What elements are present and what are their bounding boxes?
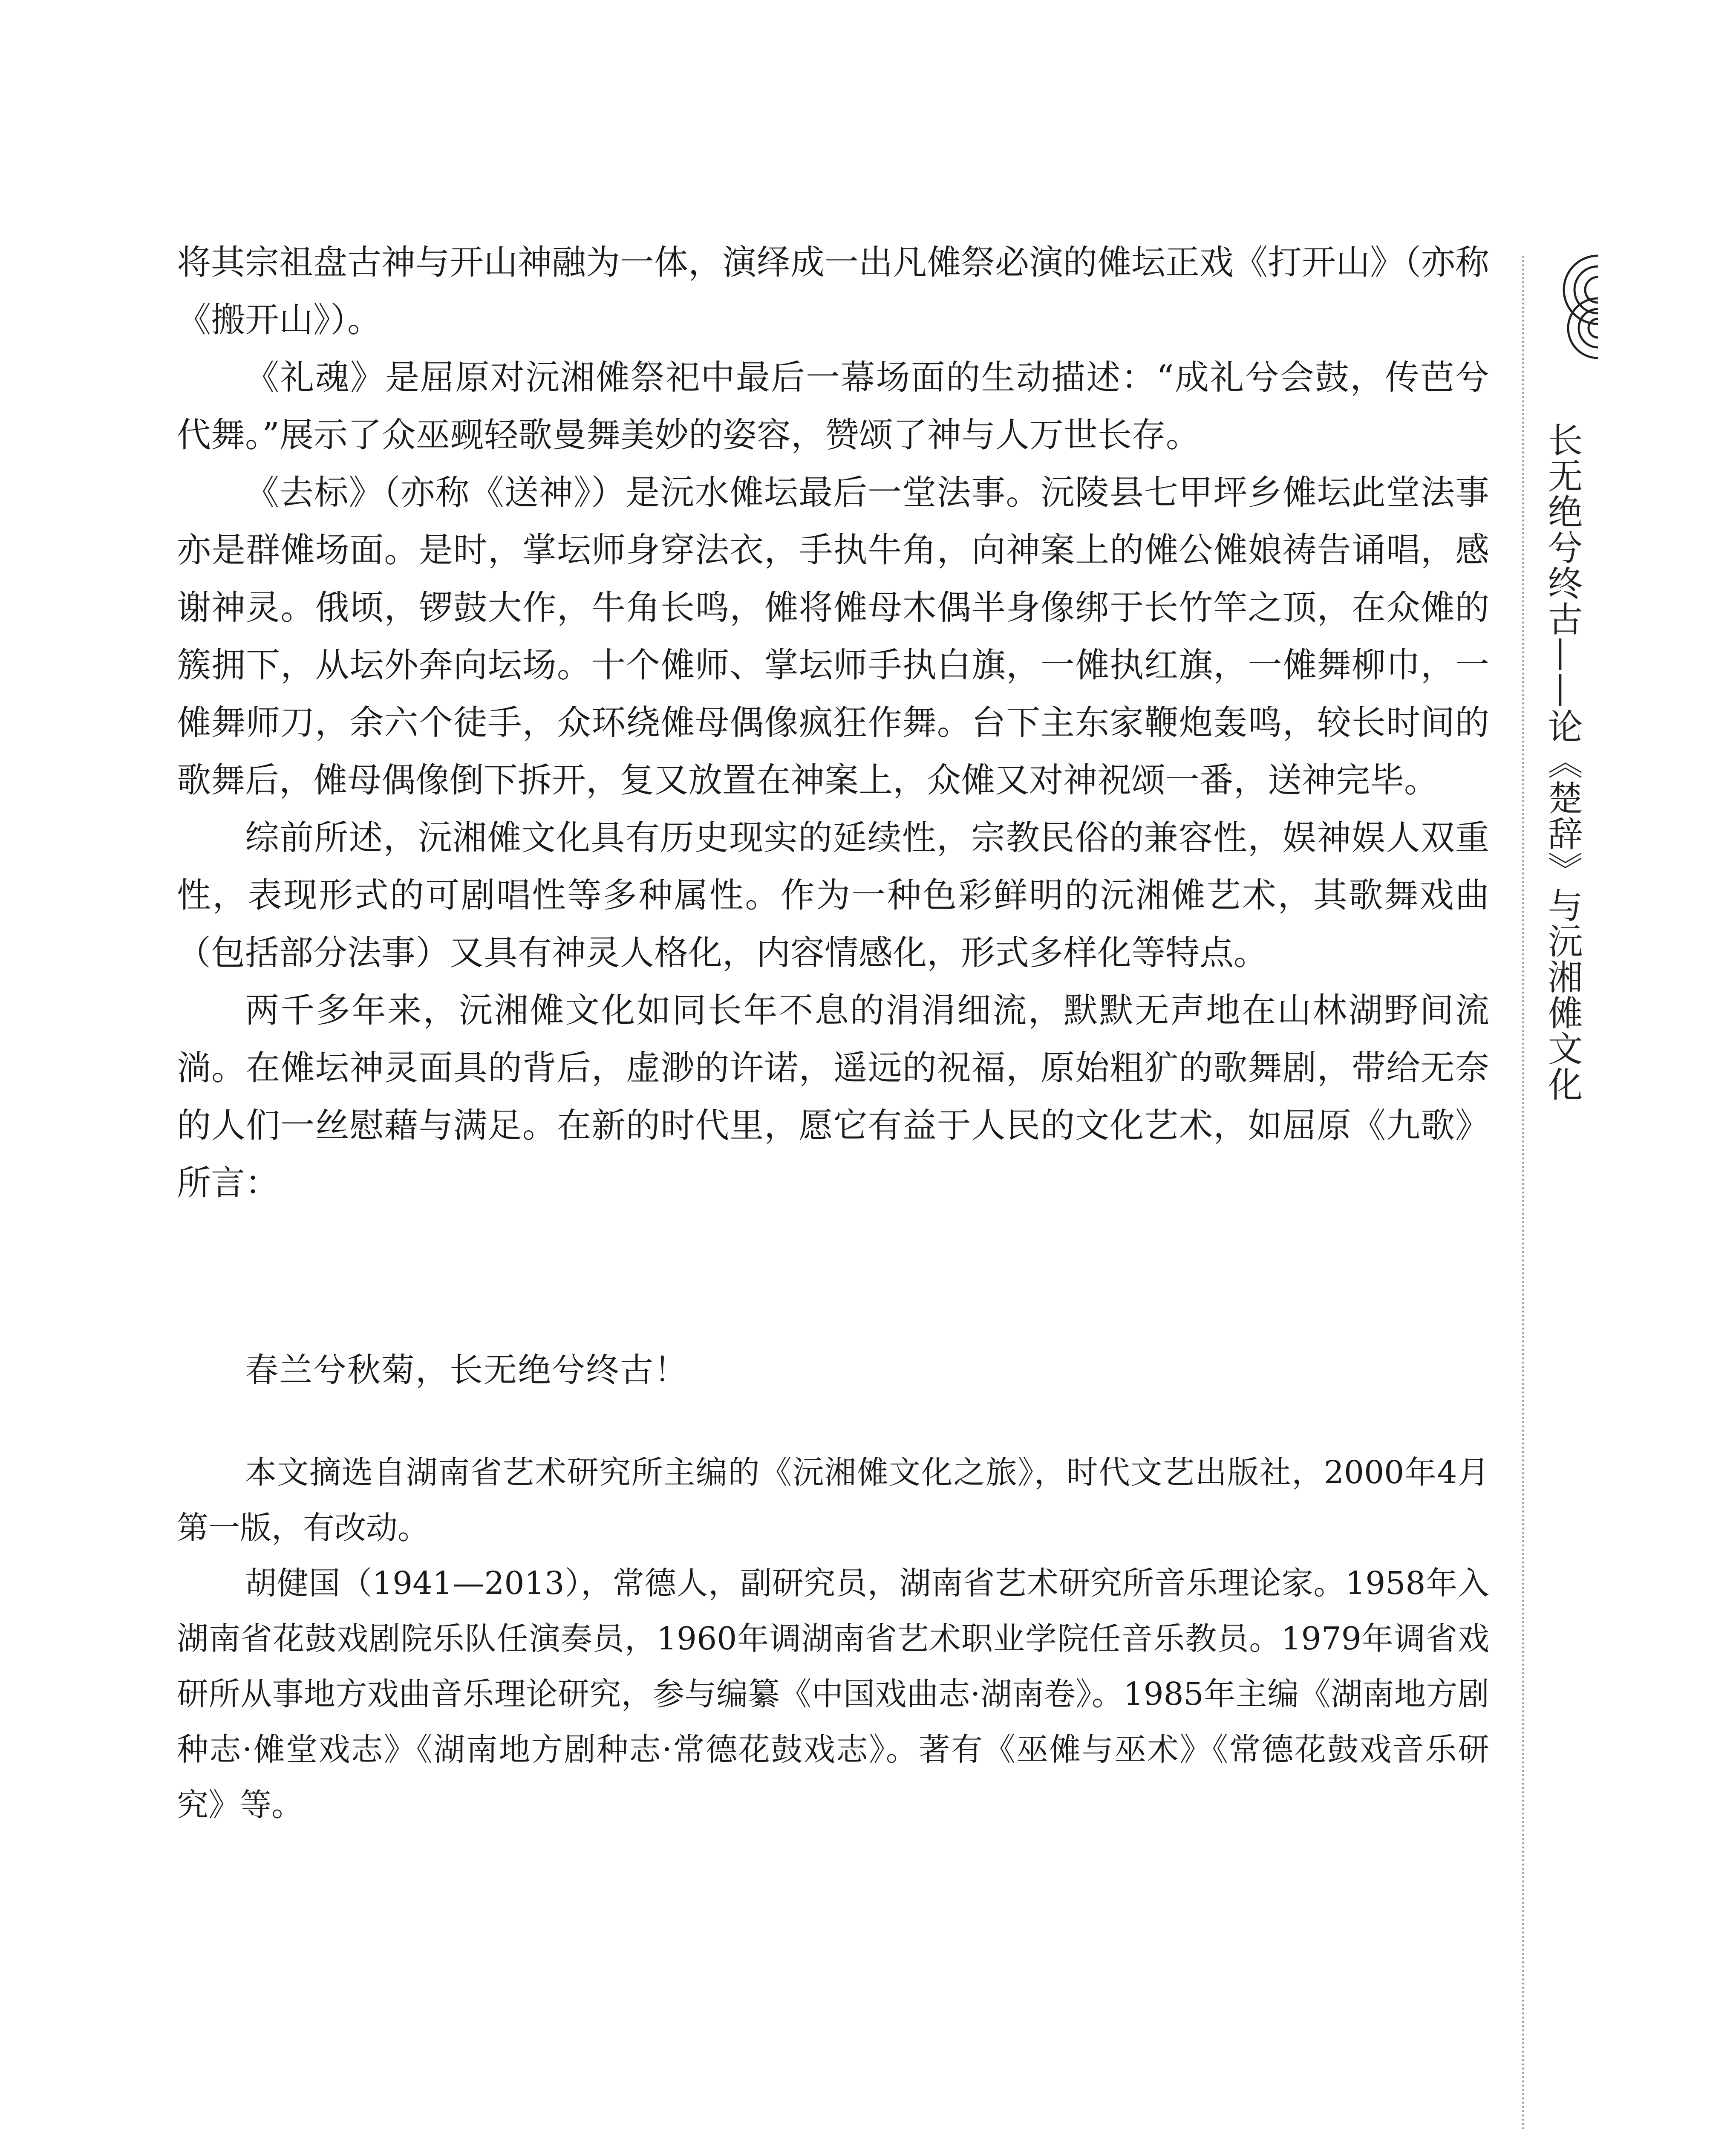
source-note: 本文摘选自湖南省艺术研究所主编的《沅湘傩文化之旅》，时代文艺出版社，2000年4月第一版，有改动。: [177, 1454, 1489, 1546]
poem-quote: 春兰兮秋菊，长无绝兮终古！: [245, 1351, 689, 1389]
paragraph: 综前所述，沅湘傩文化具有历史现实的延续性，宗教民俗的兼容性，娱神娱人双重性，表现形式的可剧唱性等多种属性。作为一种色彩鲜明的沅湘傩艺术，其歌舞戏曲（包括部分法事）又具有神灵人格化，内容情感化，形式多样化等特点。: [177, 818, 1489, 973]
margin-divider: [1522, 256, 1524, 2131]
source-notes: [177, 1445, 1489, 1833]
running-title: 长无绝兮终古——论《楚辞》与沅湘傩文化: [1542, 422, 1583, 1102]
author-bio: 胡健国（1941—2013），常德人，副研究员，湖南省艺术研究所音乐理论家。1958年入湖南省花鼓戏剧院乐队任演奏员，1960年调湖南省艺术职业学院任音乐教员。1979年调省戏研所从事地方戏曲音乐理论研究，参与编纂《中国戏曲志·湖南卷》。1985年主编《湖南地方剧种志·傩堂戏志》《湖南地方剧种志·常德花鼓戏志》。著有《巫傩与巫术》《常德花鼓戏音乐研究》等。: [177, 1565, 1489, 1823]
paragraph: 《礼魂》是屈原对沅湘傩祭祀中最后一幕场面的生动描述：“成礼兮会鼓，传芭兮代舞。”展示了众巫觋轻歌曼舞美妙的姿容，赞颂了神与人万世长存。: [177, 358, 1489, 455]
cloud-ornament-icon: [1521, 251, 1598, 362]
paragraph: 将其宗祖盘古神与开山神融为一体，演绎成一出凡傩祭必演的傩坛正戏《打开山》（亦称《搬开山》）。: [177, 243, 1489, 340]
paragraph: 《去标》（亦称《送神》）是沅水傩坛最后一堂法事。沅陵县七甲坪乡傩坛此堂法事亦是群傩场面。是时，掌坛师身穿法衣，手执牛角，向神案上的傩公傩娘祷告诵唱，感谢神灵。俄顷，锣鼓大作，牛角长鸣，傩将傩母木偶半身像绑于长竹竿之顶，在众傩的簇拥下，从坛外奔向坛场。十个傩师、掌坛师手执白旗，一傩执红旗，一傩舞柳巾，一傩舞师刀，余六个徒手，众环绕傩母偶像疯狂作舞。台下主东家鞭炮轰鸣，较长时间的歌舞后，傩母偶像倒下拆开，复又放置在神案上，众傩又对神祝颂一番，送神完毕。: [177, 473, 1489, 800]
paragraph: 两千多年来，沅湘傩文化如同长年不息的涓涓细流，默默无声地在山林湖野间流淌。在傩坛神灵面具的背后，虚渺的许诺，遥远的祝福，原始粗犷的歌舞剧，带给无奈的人们一丝慰藉与满足。在新的时代里，愿它有益于人民的文化艺术，如屈原《九歌》所言：: [177, 990, 1489, 1203]
body-text: [177, 234, 1489, 1212]
